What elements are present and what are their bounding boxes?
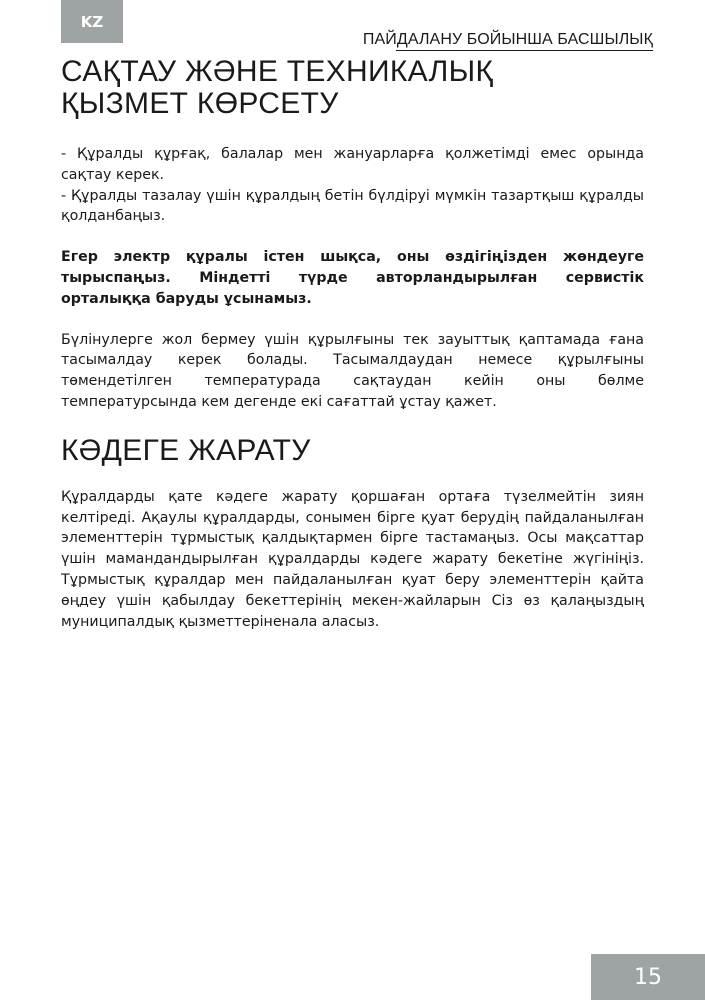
disposal-heading: КӘДЕГЕ ЖАРАТУ [61, 433, 311, 467]
transport-paragraph: Бүлінулерге жол бермеу үшін құрылғыны тек зауыттық қаптамада ғана тасымалдау керек болады. Тасымалдаудан немесе құрылғыны төмендетілген температурада сақтаудан кейін оны бөлме температурсында кем дегенде екі сағаттай ұстау қажет. [61, 331, 644, 410]
manual-title: ПАЙДАЛАНУ БОЙЫНША БАСШЫЛЫҚ [362, 31, 653, 48]
page-number: 15 [591, 954, 705, 1000]
disposal-paragraph: Құралдарды қате кәдеге жарату қоршаған ортаға түзелмейтін зиян келтіреді. Ақаулы құралдарды, сонымен бірге қуат берудің пайдаланылған элементтерін тұрмыстық қалдықтармен бірге тастамаңыз. Осы мақсаттар үшін мамандандырылған құралдарды кәдеге жарату бекетіне жүгініңіз. Тұрмыстық құралдар мен пайдаланылған қуат беру элементтерін қайта өңдеу үшін қабылдау бекеттерінің мекен-жайларын Сіз өз қалаңыздың муниципалдық қызметтеріненала аласыз. [61, 488, 644, 630]
storage-bullet-2: - Құралды тазалау үшін құралдың бетін бүлдіруі мүмкін тазартқыш құралды қолданбаңыз. [61, 187, 644, 225]
storage-heading-line2: ҚЫЗМЕТ КӨРСЕТУ [61, 87, 339, 120]
storage-heading-line1: САҚТАУ ЖӘНЕ ТЕХНИКАЛЫҚ [61, 55, 494, 88]
storage-heading [61, 56, 644, 120]
page-content [61, 56, 644, 632]
storage-bullet-1: - Құралды құрғақ, балалар мен жануарларға қолжетімді емес орында сақтау керек. [61, 146, 644, 183]
header-divider [396, 50, 653, 51]
language-tab: KZ [61, 0, 123, 43]
repair-warning: Егер электр құралы істен шықса, оны өздігіңізден жөндеуге тырыспаңыз. Міндетті түрде авторландырылған сервистік орталыққа баруды ұсынамыз. [61, 249, 644, 307]
